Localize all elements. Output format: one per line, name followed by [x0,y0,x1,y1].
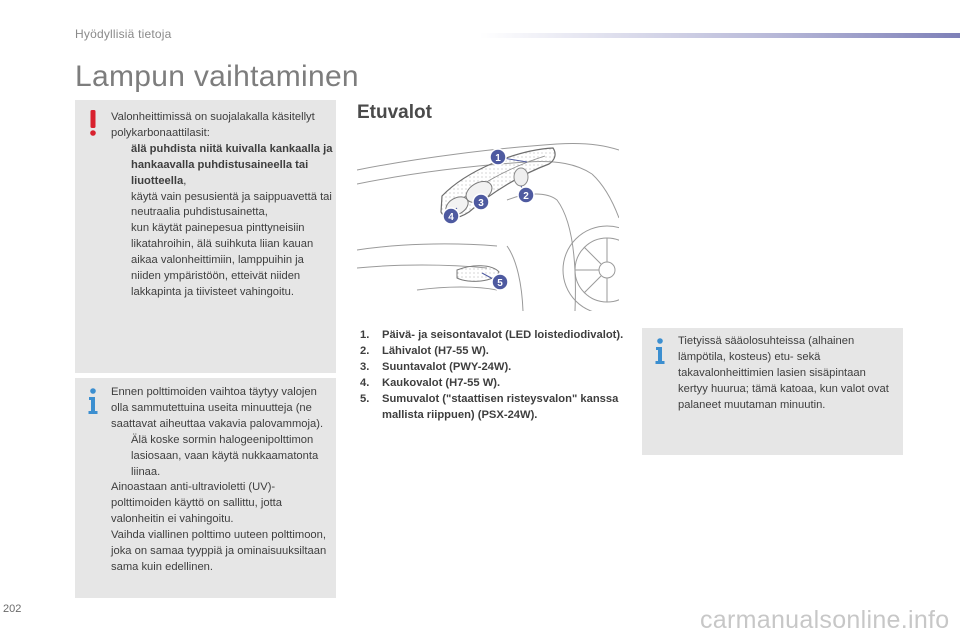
svg-text:5: 5 [497,278,503,289]
warning-bullet-text: , [183,174,187,187]
callout-4 [443,208,459,224]
warning-bullet-text: kun käytät painepesua pinttyneisiin likatahroihin, älä suihkuta liian kauan aikaa valonheittimiin, lamppuihin ja niiden ympäristöön, etteivät niiden lakkapinta ja tiivisteet vahingoitu. [131,222,314,298]
warning-intro: Valonheittimissä on suojalakalla käsitellyt polykarbonaattilasit: [111,111,315,139]
info-note-bulb-change [75,378,336,598]
warning-bullet [111,142,333,190]
callout-2 [518,187,534,203]
callout-1 [490,149,506,165]
info-icon [650,336,670,366]
warning-bullet [111,190,333,222]
lamp-list-item: 5. Sumuvalot ("staattisen risteysvalon" kanssa mallista riippuen) (PSX-24W). [360,393,619,421]
info-icon [83,386,103,416]
warning-note [75,100,336,373]
warning-bullet-text: käytä vain pesusientä ja saippuavettä tai neutraalia puhdistusainetta, [131,190,332,219]
info-condensation-text: Tietyissä sääolosuhteissa (alhainen lämpötila, kosteus) etu- sekä takavalonheittimien lasien sisäpintaan kertyy huurua; tämä katoaa, kun valot ovat palaneet muutaman minuutin. [678,335,889,411]
callout-5 [492,274,508,290]
svg-text:4: 4 [448,212,454,223]
page-title: Lampun vaihtaminen [75,60,359,93]
svg-text:2: 2 [523,191,529,202]
info-paragraph-uv: Ainoastaan anti-ultravioletti (UV)-polttimoiden käyttö on sallittu, jotta valonheitin ei vahingoitu. [111,481,283,526]
warning-bullet-list [111,142,333,301]
lamp-list-item: 1. Päivä- ja seisontavalot (LED loistediodivalot). [360,329,624,341]
header-gradient-bar [480,33,960,38]
lamp-list-item: 4. Kaukovalot (H7-55 W). [360,377,501,389]
warning-bullet [111,221,333,301]
svg-text:3: 3 [478,198,484,209]
page-number: 202 [3,603,22,615]
section-header-title: Hyödyllisiä tietoja [75,27,172,41]
svg-text:1: 1 [495,153,501,164]
warning-note-content [111,110,333,301]
lamp-list-item: 2. Lähivalot (H7-55 W). [360,345,489,357]
info-note-condensation [642,328,903,455]
watermark: carmanualsonline.info [700,606,950,634]
info-bullet-list [111,433,333,481]
warning-bullet-bold: älä puhdista niitä kuivalla kankaalla ja hankaavalla puhdistusaineella tai liuotteella [131,142,333,187]
front-lights-heading: Etuvalot [357,102,432,123]
info-bullet-text: Älä koske sormin halogeenipolttimon lasiosaan, vaan käytä nukkaamatonta liinaa. [131,433,319,478]
info-intro: Ennen polttimoiden vaihtoa täytyy valojen olla sammutettuina useita minuutteja (ne saattavat aiheuttaa vakavia palovammoja). [111,386,324,430]
exclamation-icon [83,108,103,138]
headlight-illustration [357,140,619,311]
info-note-content [111,385,333,576]
lamp-list-item: 3. Suuntavalot (PWY-24W). [360,361,512,373]
info-paragraph-replace: Vaihda viallinen polttimo uuteen polttimoon, joka on samaa tyyppiä ja ominaisuuksiltaan sama kuin edellinen. [111,529,327,573]
info-bullet [111,433,333,481]
lamp-list [360,327,630,423]
info-note-content [678,334,898,414]
callout-3 [473,194,489,210]
